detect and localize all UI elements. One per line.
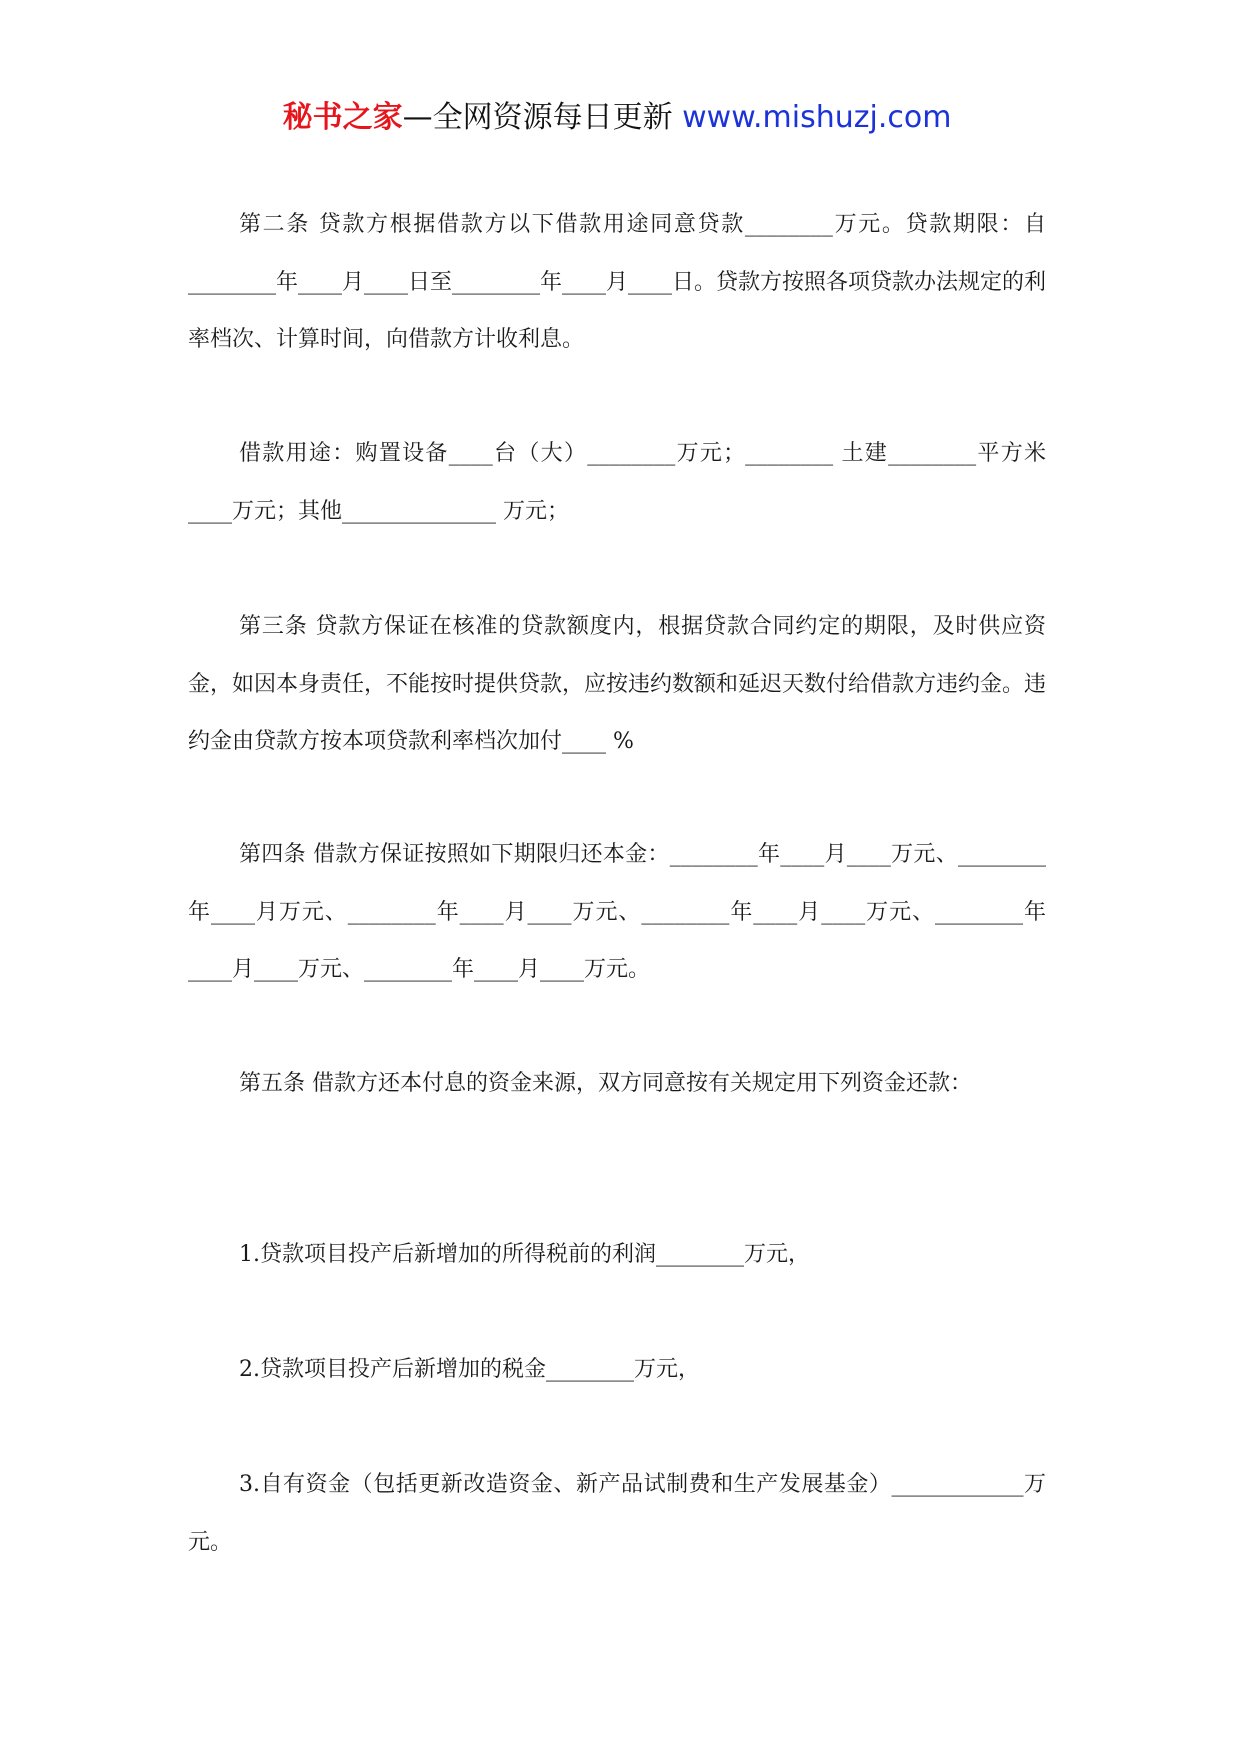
repayment-item-3: 3.自有资金（包括更新改造资金、新产品试制费和生产发展基金）____________万元。 bbox=[188, 1472, 1046, 1555]
brand-name: 秘书之家 bbox=[282, 100, 403, 135]
site-url[interactable]: www.mishuzj.com bbox=[682, 100, 952, 135]
article-4-paragraph: 第四条 借款方保证按照如下期限归还本金：________年____月____万元、________年____月万元、________年____月____万元、________年____月____万元、________年____月____万元、________年____月____万元。 bbox=[188, 842, 1046, 982]
header-tagline: —全网资源每日更新 bbox=[402, 100, 673, 135]
article-2-paragraph: 第二条 贷款方根据借款方以下借款用途同意贷款________万元。贷款期限：自________年____月____日至________年____月____日。贷款方按照各项贷款办法规定的利率档次、计算时间，向借款方计收利息。 bbox=[188, 212, 1047, 352]
repayment-item-1: 1.贷款项目投产后新增加的所得税前的利润________万元， bbox=[239, 1242, 810, 1267]
loan-purpose-paragraph: 借款用途：购置设备____台（大）________万元；________ 土建________平方米____万元；其他______________ 万元； bbox=[188, 441, 1046, 524]
article-5-paragraph: 第五条 借款方还本付息的资金来源，双方同意按有关规定用下列资金还款： bbox=[239, 1071, 972, 1096]
repayment-item-2: 2.贷款项目投产后新增加的税金________万元， bbox=[239, 1357, 700, 1382]
article-3-paragraph: 第三条 贷款方保证在核准的贷款额度内，根据贷款合同约定的期限，及时供应资金，如因本身责任，不能按时提供贷款，应按违约数额和延迟天数付给借款方违约金。违约金由贷款方按本项贷款利率档次加付____ % bbox=[188, 614, 1047, 754]
